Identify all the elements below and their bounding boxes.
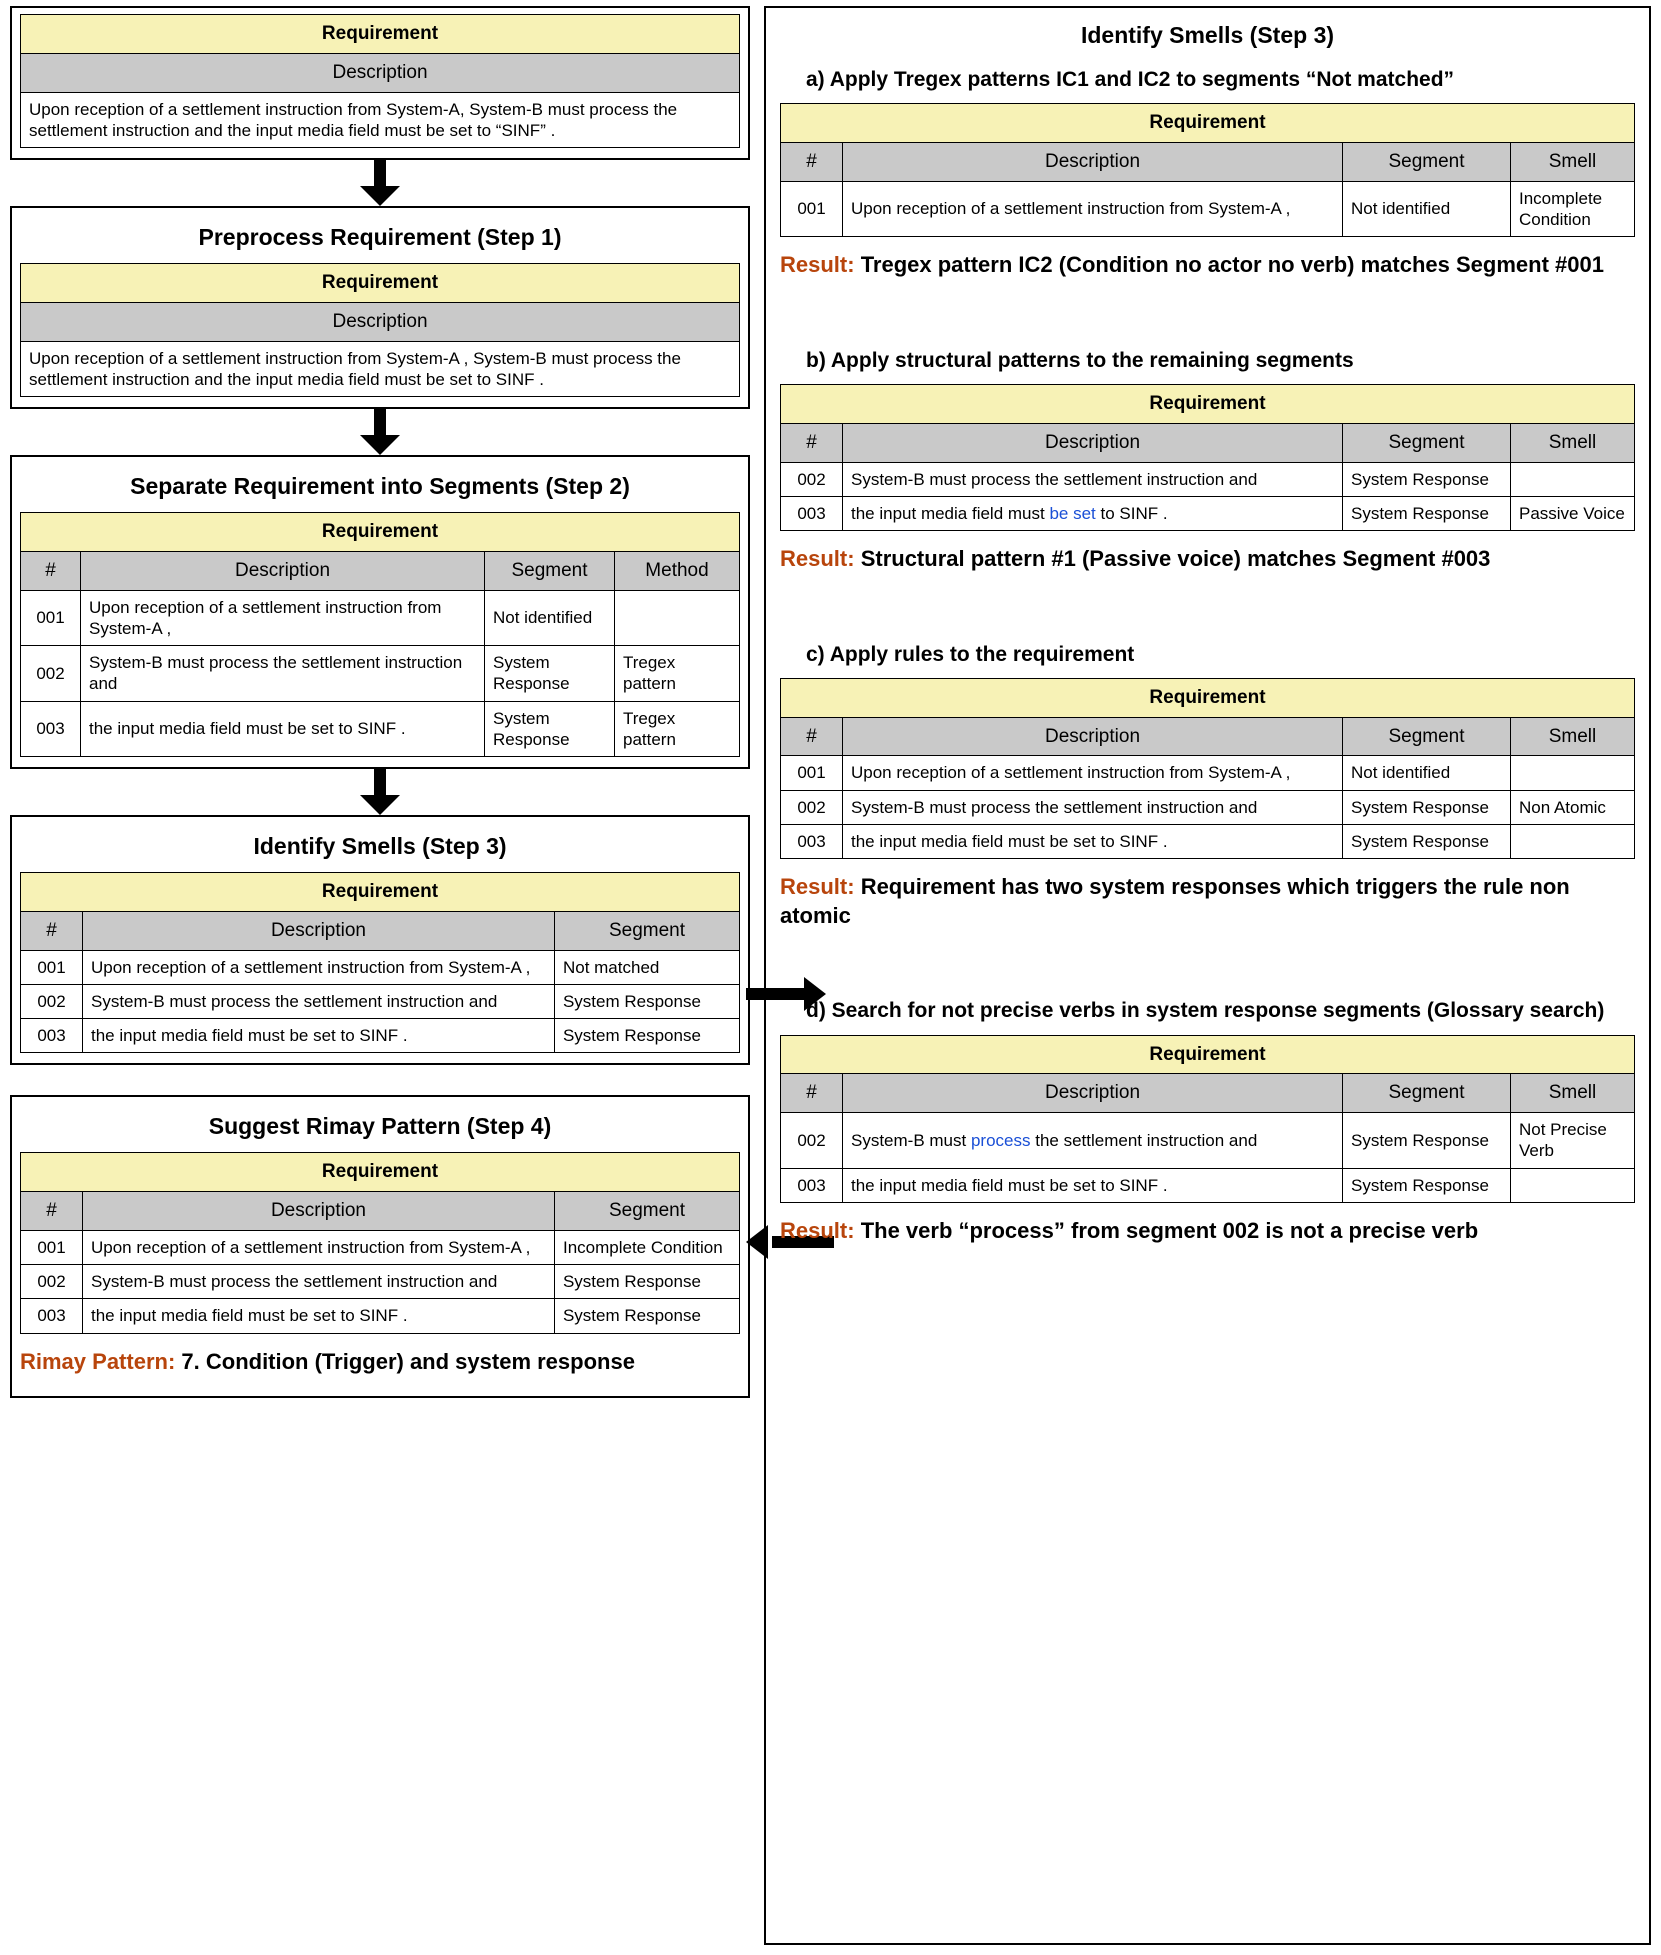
- cell-num: 003: [21, 701, 81, 757]
- col-header-description: Description: [83, 1192, 555, 1231]
- table-row: [781, 462, 1635, 496]
- cell-num: 003: [21, 1019, 83, 1053]
- col-header-segment: Segment: [554, 1192, 739, 1231]
- cell-description: the input media field must be set to SINF .: [83, 1299, 555, 1333]
- result-text: Requirement has two system responses which triggers the rule non atomic: [780, 874, 1570, 928]
- requirement-banner: Requirement: [781, 1035, 1635, 1074]
- cell-description: System-B must process the settlement instruction and: [83, 1265, 555, 1299]
- desc-post: to SINF .: [1095, 503, 1168, 523]
- cell-segment: System Response: [1342, 1113, 1510, 1169]
- cell-description: [843, 1113, 1343, 1169]
- arrow-head: [360, 435, 400, 455]
- requirement-banner: Requirement: [21, 873, 740, 912]
- col-header-method: Method: [614, 551, 739, 590]
- requirement-banner: Requirement: [781, 104, 1635, 143]
- requirement-table: [20, 14, 740, 148]
- cell-description: the input media field must be set to SINF .: [843, 824, 1343, 858]
- panel-title: Identify Smells (Step 3): [1080, 22, 1335, 48]
- col-header-num: #: [781, 143, 843, 182]
- cell-segment: Not matched: [554, 950, 739, 984]
- description-header: Description: [21, 302, 740, 341]
- cell-smell: Incomplete Condition: [1510, 181, 1634, 237]
- table-row: [21, 950, 740, 984]
- col-header-description: Description: [83, 911, 555, 950]
- col-header-num: #: [21, 551, 81, 590]
- desc-pre: System-B must: [851, 1130, 971, 1150]
- cell-num: 001: [21, 590, 81, 646]
- section-a-result: [780, 251, 1635, 280]
- step4-table: [20, 1152, 740, 1333]
- col-header-description: Description: [843, 1074, 1343, 1113]
- step4-title: Suggest Rimay Pattern (Step 4): [208, 1113, 552, 1140]
- requirement-banner: Requirement: [781, 385, 1635, 424]
- cell-num: 003: [781, 824, 843, 858]
- col-header-segment: Segment: [1342, 143, 1510, 182]
- cell-segment: System Response: [554, 1299, 739, 1333]
- col-header-segment: Segment: [484, 551, 614, 590]
- cell-method: [614, 590, 739, 646]
- step2-box: [10, 455, 750, 769]
- arrow-shaft: [374, 160, 386, 188]
- cell-num: 001: [781, 181, 843, 237]
- col-header-num: #: [781, 717, 843, 756]
- cell-description: the input media field must be set to SINF .: [83, 1019, 555, 1053]
- cell-description: System-B must process the settlement instruction and: [843, 790, 1343, 824]
- left-flow-column: [10, 6, 750, 1945]
- cell-smell: Non Atomic: [1510, 790, 1634, 824]
- col-header-num: #: [21, 911, 83, 950]
- step3-box: [10, 815, 750, 1065]
- result-text: Structural pattern #1 (Passive voice) matches Segment #003: [860, 546, 1491, 572]
- step2-title: Separate Requirement into Segments (Step 2): [130, 473, 630, 499]
- cell-description: System-B must process the settlement instruction and: [83, 984, 555, 1018]
- cell-smell: [1510, 1168, 1634, 1202]
- cell-description: Upon reception of a settlement instruction from System-A ,: [81, 590, 485, 646]
- table-row: [781, 790, 1635, 824]
- arrow-down-step3: [360, 769, 400, 815]
- step3-title: Identify Smells (Step 3): [253, 833, 507, 859]
- arrow-head: [360, 795, 400, 815]
- cell-num: 002: [781, 1113, 843, 1169]
- col-header-description: Description: [843, 143, 1343, 182]
- table-row: [21, 1265, 740, 1299]
- col-header-description: Description: [843, 717, 1343, 756]
- cell-num: 003: [21, 1299, 83, 1333]
- arrow-down-step1: [360, 160, 400, 206]
- table-row: [21, 984, 740, 1018]
- arrow-shaft: [374, 769, 386, 797]
- col-header-num: #: [781, 423, 843, 462]
- cell-num: 002: [21, 984, 83, 1018]
- requirement-banner: Requirement: [21, 264, 740, 303]
- description-header: Description: [21, 53, 740, 92]
- cell-smell: Not Precise Verb: [1510, 1113, 1634, 1169]
- result-label: Result:: [780, 1217, 855, 1243]
- cell-num: 002: [21, 1265, 83, 1299]
- col-header-smell: Smell: [1510, 143, 1634, 182]
- table-row: [781, 496, 1635, 530]
- section-c-table: [780, 678, 1635, 859]
- result-label: Result:: [780, 874, 855, 900]
- cell-segment: System Response: [1342, 790, 1510, 824]
- cell-num: 001: [21, 1230, 83, 1264]
- requirement-banner: Requirement: [21, 513, 740, 552]
- arrow-down-step2: [360, 409, 400, 455]
- cell-description: Upon reception of a settlement instruction from System-A ,: [843, 756, 1343, 790]
- table-row: [21, 1230, 740, 1264]
- step3-table: [20, 872, 740, 1053]
- table-row: [21, 1019, 740, 1053]
- requirement-box: [10, 6, 750, 160]
- col-header-segment: Segment: [1342, 1074, 1510, 1113]
- desc-highlight: process: [970, 1130, 1031, 1150]
- table-row: [781, 824, 1635, 858]
- section-b-result: [780, 545, 1635, 574]
- cell-num: 002: [21, 646, 81, 702]
- desc-pre: the input media field must: [851, 503, 1050, 523]
- cell-description: [843, 496, 1343, 530]
- section-d-table: [780, 1035, 1635, 1203]
- col-header-num: #: [21, 1192, 83, 1231]
- cell-smell: [1510, 824, 1634, 858]
- spacer: [780, 940, 1635, 992]
- requirement-banner: Requirement: [21, 15, 740, 54]
- cell-description: Upon reception of a settlement instruction from System-A ,: [83, 1230, 555, 1264]
- result-label: Result:: [780, 546, 855, 572]
- cell-description: Upon reception of a settlement instruction from System-A ,: [843, 181, 1343, 237]
- cell-smell: [1510, 462, 1634, 496]
- cell-description: System-B must process the settlement instruction and: [81, 646, 485, 702]
- col-header-description: Description: [81, 551, 485, 590]
- result-text: Tregex pattern IC2 (Condition no actor no verb) matches Segment #001: [860, 252, 1604, 278]
- cell-num: 001: [21, 950, 83, 984]
- table-row: [781, 181, 1635, 237]
- section-d-heading: d) Search for not precise verbs in system response segments (Glossary search): [806, 999, 1605, 1023]
- cell-segment: System Response: [484, 646, 614, 702]
- section-a-heading: a) Apply Tregex patterns IC1 and IC2 to segments “Not matched”: [806, 68, 1455, 91]
- cell-segment: Not identified: [1342, 181, 1510, 237]
- section-c-result: [780, 873, 1635, 930]
- section-b-table: [780, 384, 1635, 531]
- col-header-segment: Segment: [1342, 423, 1510, 462]
- section-a-table: [780, 103, 1635, 237]
- spacer: [780, 290, 1635, 342]
- result-label: Result:: [780, 252, 855, 278]
- section-c-heading: c) Apply rules to the requirement: [806, 642, 1135, 666]
- table-row: [21, 701, 740, 757]
- cell-description: the input media field must be set to SINF .: [81, 701, 485, 757]
- requirement-banner: Requirement: [21, 1153, 740, 1192]
- cell-segment: System Response: [554, 984, 739, 1018]
- step1-box: [10, 206, 750, 409]
- table-row: [781, 1113, 1635, 1169]
- requirement-banner: Requirement: [781, 678, 1635, 717]
- cell-segment: System Response: [484, 701, 614, 757]
- identify-smells-panel: [764, 6, 1651, 1945]
- rimay-pattern-label: Rimay Pattern:: [20, 1348, 176, 1374]
- cell-num: 002: [781, 462, 843, 496]
- step2-table: [20, 512, 740, 757]
- table-row: [21, 590, 740, 646]
- result-text: The verb “process” from segment 002 is not a precise verb: [860, 1217, 1479, 1243]
- col-header-smell: Smell: [1510, 717, 1634, 756]
- section-d-result: [780, 1217, 1635, 1246]
- cell-segment: Incomplete Condition: [554, 1230, 739, 1264]
- cell-smell: Passive Voice: [1510, 496, 1634, 530]
- table-row: [781, 1168, 1635, 1202]
- table-row: [21, 646, 740, 702]
- step4-box: [10, 1095, 750, 1398]
- cell-num: 002: [781, 790, 843, 824]
- cell-segment: System Response: [1342, 824, 1510, 858]
- section-b-heading: b) Apply structural patterns to the remaining segments: [806, 348, 1354, 372]
- spacer: [780, 584, 1635, 636]
- cell-description: System-B must process the settlement instruction and: [843, 462, 1343, 496]
- step1-table: [20, 263, 740, 397]
- step1-title: Preprocess Requirement (Step 1): [198, 224, 562, 250]
- cell-num: 001: [781, 756, 843, 790]
- requirement-text: Upon reception of a settlement instruction from System-A, System-B must process the settlement instruction and the input media field must be set to “SINF” .: [21, 92, 740, 148]
- cell-method: Tregex pattern: [614, 701, 739, 757]
- col-header-num: #: [781, 1074, 843, 1113]
- col-header-segment: Segment: [554, 911, 739, 950]
- rimay-pattern-text: 7. Condition (Trigger) and system response: [181, 1348, 635, 1374]
- requirement-text: Upon reception of a settlement instruction from System-A , System-B must process the settlement instruction and the input media field must be set to SINF .: [21, 341, 740, 397]
- rimay-pattern-result: [20, 1348, 740, 1377]
- cell-method: Tregex pattern: [614, 646, 739, 702]
- cell-segment: System Response: [554, 1019, 739, 1053]
- table-row: [21, 1299, 740, 1333]
- table-row: [781, 756, 1635, 790]
- col-header-segment: Segment: [1342, 717, 1510, 756]
- desc-post: the settlement instruction and: [1030, 1130, 1258, 1150]
- col-header-smell: Smell: [1510, 423, 1634, 462]
- cell-smell: [1510, 756, 1634, 790]
- cell-segment: System Response: [1342, 462, 1510, 496]
- arrow-shaft: [374, 409, 386, 437]
- col-header-smell: Smell: [1510, 1074, 1634, 1113]
- cell-description: Upon reception of a settlement instruction from System-A ,: [83, 950, 555, 984]
- arrow-head: [360, 186, 400, 206]
- col-header-description: Description: [843, 423, 1343, 462]
- cell-segment: System Response: [554, 1265, 739, 1299]
- cell-description: the input media field must be set to SINF .: [843, 1168, 1343, 1202]
- cell-segment: System Response: [1342, 1168, 1510, 1202]
- spacer: [10, 1065, 750, 1095]
- cell-num: 003: [781, 1168, 843, 1202]
- cell-segment: Not identified: [484, 590, 614, 646]
- cell-segment: System Response: [1342, 496, 1510, 530]
- cell-num: 003: [781, 496, 843, 530]
- cell-segment: Not identified: [1342, 756, 1510, 790]
- desc-highlight: be set: [1049, 503, 1096, 523]
